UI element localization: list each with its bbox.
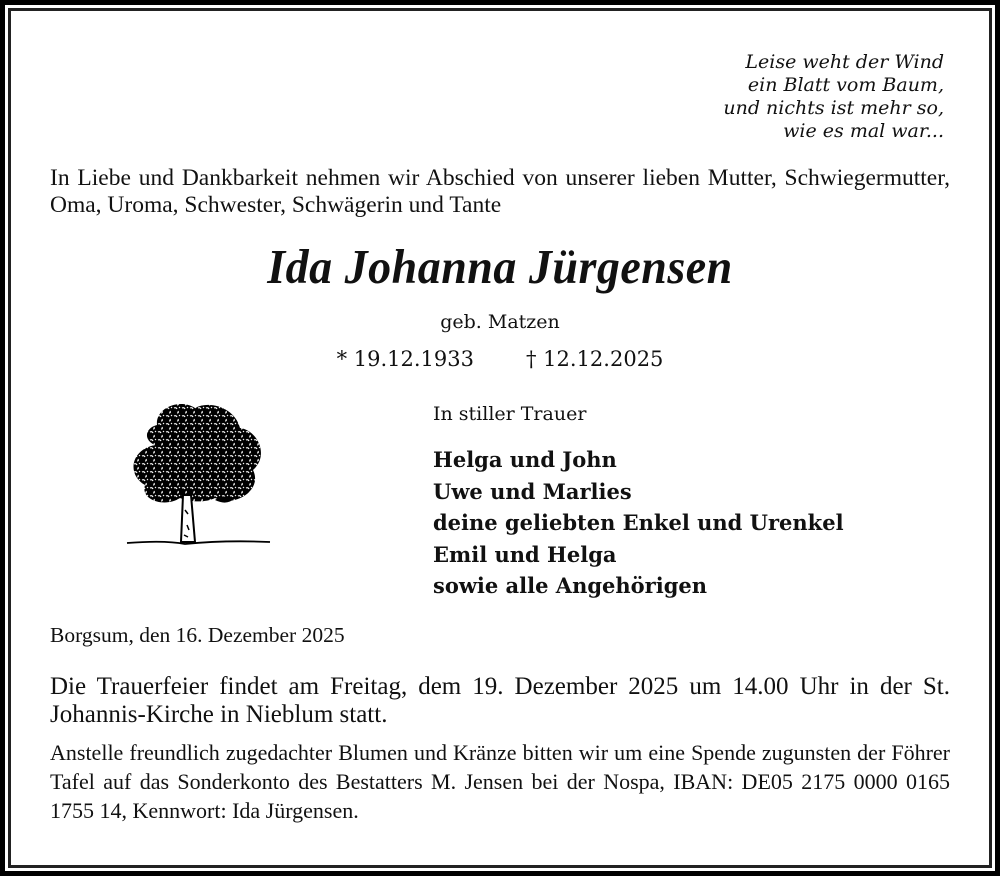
death-date: † 12.12.2025: [526, 347, 664, 371]
deceased-name: Ida Johanna Jürgensen: [267, 239, 733, 294]
poem-line: ein Blatt vom Baum,: [747, 74, 944, 96]
place-date: Borgsum, den 16. Dezember 2025: [50, 623, 345, 647]
poem-line: Leise weht der Wind: [745, 51, 944, 73]
tree-icon: [125, 390, 275, 550]
service-info: Die Trauerfeier findet am Freitag, dem 19. Dezember 2025 um 14.00 Uhr in der St. Johannis-Kirche in Nieblum statt.: [50, 673, 950, 728]
poem: [723, 51, 944, 143]
mourner: sowie alle Angehörigen: [433, 573, 708, 598]
intro-text: In Liebe und Dankbarkeit nehmen wir Abschied von unserer lieben Mutter, Schwiegermutter, Oma, Uroma, Schwester, Schwägerin und Tante: [50, 165, 950, 218]
mourner: Helga und John: [433, 447, 617, 472]
poem-line: und nichts ist mehr so,: [723, 97, 944, 119]
poem-line: wie es mal war...: [783, 120, 944, 142]
life-dates: [0, 347, 1000, 371]
donation-info: Anstelle freundlich zugedachter Blumen und Kränze bitten wir um eine Spende zugunsten der Föhrer Tafel auf das Sonderkonto des Bestatters M. Jensen bei der Nospa, IBAN: DE05 2175 0000 0165 1755 14, Kennwort: Ida Jürgensen.: [50, 740, 950, 823]
birth-date: * 19.12.1933: [336, 347, 474, 371]
mourner: Uwe und Marlies: [433, 478, 632, 504]
mourner: Emil und Helga: [433, 541, 617, 567]
mourner: deine geliebten Enkel und Urenkel: [433, 510, 844, 535]
mourning-heading: In stiller Trauer: [433, 403, 587, 425]
born-name: geb. Matzen: [440, 311, 560, 333]
mourners-list: [433, 444, 844, 602]
